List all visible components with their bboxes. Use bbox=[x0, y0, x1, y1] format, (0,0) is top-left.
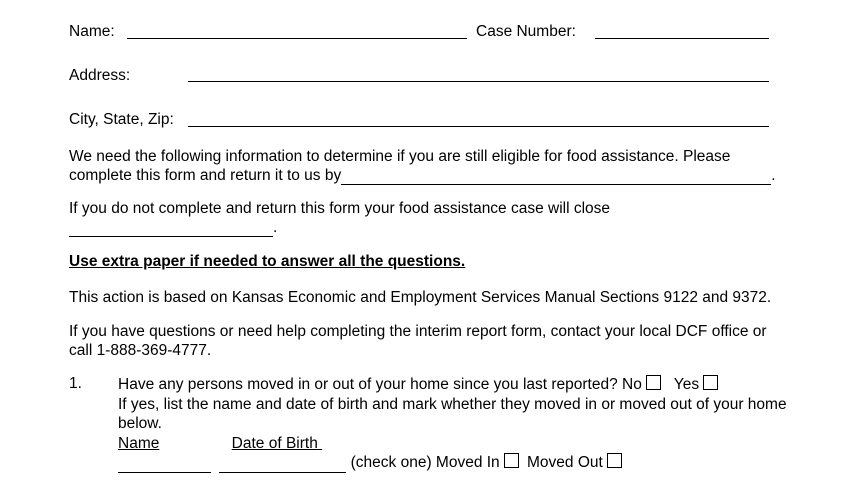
case-number-field[interactable] bbox=[595, 38, 769, 39]
help-paragraph bbox=[69, 322, 767, 360]
intro-line-2 bbox=[69, 166, 776, 185]
question-1-entry-row bbox=[118, 453, 787, 473]
question-1-number: 1. bbox=[69, 375, 82, 392]
intro-line-2-text: complete this form and return it to us by bbox=[69, 167, 342, 184]
no-label: No bbox=[622, 376, 642, 393]
close-line-2 bbox=[69, 218, 610, 237]
address-label: Address: bbox=[69, 67, 131, 84]
column-name-header: Name bbox=[118, 434, 160, 452]
moved-in-checkbox[interactable] bbox=[504, 453, 519, 468]
person-dob-field[interactable] bbox=[219, 458, 346, 473]
address-field[interactable] bbox=[188, 81, 769, 82]
moved-out-label: Moved Out bbox=[526, 454, 603, 471]
check-one-label: (check one) Moved In bbox=[350, 454, 500, 471]
intro-line-1: We need the following information to determine if you are still eligible for food assistance. Please bbox=[69, 148, 731, 165]
intro-end: . bbox=[771, 167, 776, 184]
extra-paper-note: Use extra paper if needed to answer all the questions. bbox=[69, 253, 466, 270]
action-paragraph: This action is based on Kansas Economic and Employment Services Manual Sections 9122 and 9372. bbox=[69, 289, 772, 306]
question-1-columns bbox=[118, 434, 787, 454]
yes-checkbox[interactable] bbox=[703, 375, 718, 390]
intro-paragraph bbox=[69, 147, 776, 185]
column-dob-header bbox=[232, 435, 322, 452]
name-label: Name: bbox=[69, 23, 115, 40]
name-field[interactable] bbox=[127, 38, 467, 39]
close-paragraph bbox=[69, 199, 610, 237]
close-line-1: If you do not complete and return this form your food assistance case will close bbox=[69, 200, 611, 217]
close-date-field[interactable] bbox=[69, 222, 273, 237]
yes-label: Yes bbox=[673, 376, 700, 393]
no-checkbox[interactable] bbox=[646, 375, 661, 390]
city-state-zip-field[interactable] bbox=[188, 126, 769, 127]
question-1-detail-line-2: below. bbox=[118, 415, 162, 432]
question-1 bbox=[118, 375, 787, 473]
person-name-field[interactable] bbox=[118, 458, 211, 473]
city-state-zip-label: City, State, Zip: bbox=[69, 111, 174, 128]
close-end: . bbox=[273, 219, 278, 236]
column-dob-text: Date of Birth bbox=[231, 434, 318, 452]
help-line-1: If you have questions or need help completing the interim report form, contact your local DCF office or bbox=[69, 323, 767, 340]
question-1-text: Have any persons moved in or out of your home since you last reported? bbox=[118, 376, 618, 393]
moved-out-checkbox[interactable] bbox=[607, 453, 622, 468]
question-1-line bbox=[118, 375, 787, 395]
help-line-2: call 1-888-369-4777. bbox=[69, 342, 212, 359]
return-by-date-field[interactable] bbox=[341, 170, 771, 185]
question-1-detail-line-1: If yes, list the name and date of birth and mark whether they moved in or moved out of your home bbox=[118, 395, 787, 413]
case-number-label: Case Number: bbox=[476, 23, 576, 40]
